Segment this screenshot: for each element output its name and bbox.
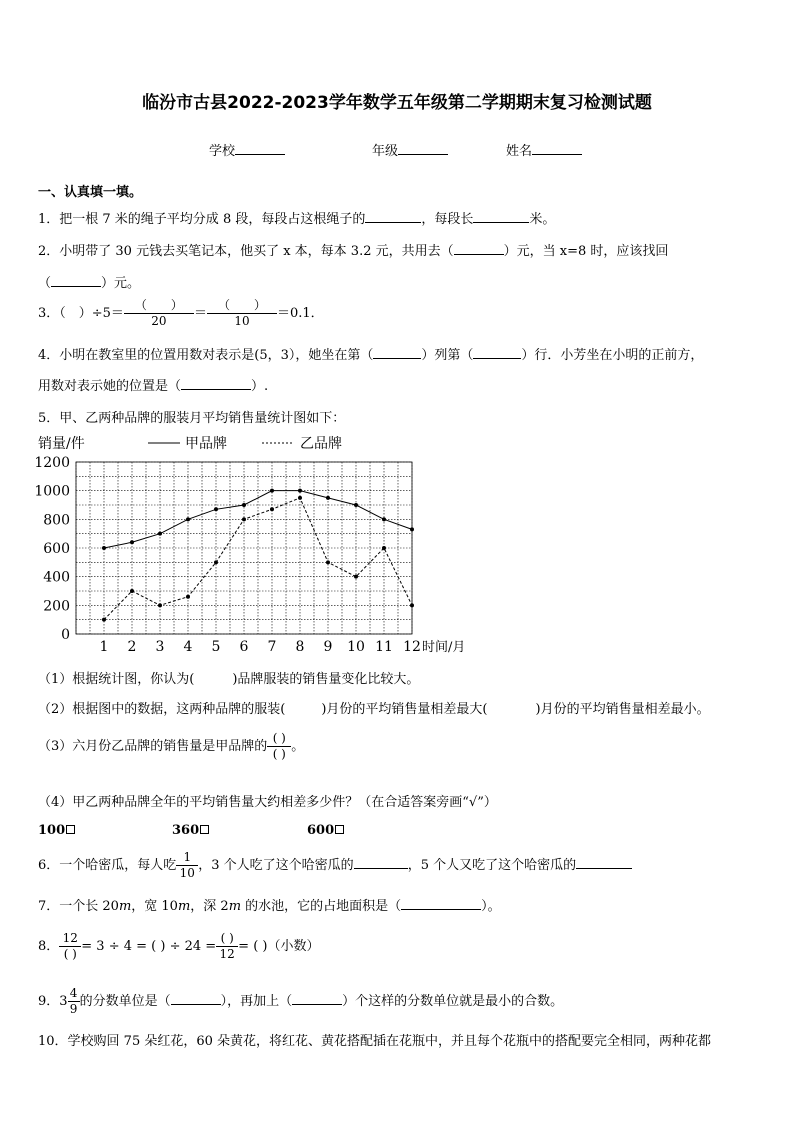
data-point <box>214 560 218 564</box>
data-point <box>354 575 358 579</box>
question-7: 7．一个长 20m，宽 10m，深 2m 的水池，它的占地面积是（ ）。 <box>38 899 501 914</box>
legend-label: 甲品牌 <box>185 436 227 452</box>
data-point <box>326 560 330 564</box>
data-point <box>326 496 330 500</box>
section-heading: 一、认真填一填。 <box>38 185 143 200</box>
question-5-3: （3）六月份乙品牌的销售量是甲品牌的 $\frac{( )}{( )}$ 。 <box>38 731 305 761</box>
data-point <box>102 546 106 550</box>
question-6: 6．一个哈密瓜，每人吃 $\frac{1}{10}$ ，3 个人吃了这个哈密瓜的 ，5 个人又吃了这个哈密瓜的 <box>38 850 632 881</box>
data-point <box>410 603 414 607</box>
x-tick-label: 12 <box>403 639 421 655</box>
question-1: 1．把一根 7 米的绳子平均分成 8 段，每段占这根绳子的 ，每段长 米。 <box>38 212 556 227</box>
question-4: 4．小明在教室里的位置用数对表示是(5，3），她坐在第（ ）列第（ ）行．小芳坐在小明的正前方， <box>38 348 704 363</box>
checkbox-icon[interactable] <box>200 825 209 834</box>
sales-line-chart <box>30 428 470 658</box>
option-600[interactable]: 600 <box>307 823 344 838</box>
x-tick-label: 7 <box>267 639 277 655</box>
y-tick-label: 600 <box>43 541 70 557</box>
data-point <box>382 517 386 521</box>
data-point <box>102 618 106 622</box>
data-point <box>382 546 386 550</box>
question-10: 10．学校购回 75 朵红花，60 朵黄花，将红花、黄花搭配插在花瓶中，并且每个花瓶中的搭配要完全相同，两种花都 <box>38 1034 712 1049</box>
data-point <box>298 489 302 493</box>
data-point <box>270 489 274 493</box>
question-5: 5．甲、乙两种品牌的服装月平均销售量统计图如下： <box>38 411 346 426</box>
name-field[interactable]: 姓名 <box>506 140 582 159</box>
checkbox-icon[interactable] <box>66 825 75 834</box>
question-2: 2．小明带了 30 元钱去买笔记本，他买了 x 本，每本 3.2 元，共用去（ ）元，当 x=8 时，应该找回 <box>38 244 669 259</box>
data-point <box>186 517 190 521</box>
data-point <box>186 595 190 599</box>
x-tick-label: 1 <box>99 639 109 655</box>
x-axis-label: 时间/月 <box>422 640 466 655</box>
question-3: 3．（ ）÷5＝ $\frac{( )}{20}$ ＝ $\frac{( )}{10}$ ＝0.1． <box>38 298 324 328</box>
data-point <box>298 496 302 500</box>
question-5-1: （1）根据统计图，你认为( )品牌服装的销售量变化比较大。 <box>38 672 420 687</box>
data-point <box>242 503 246 507</box>
question-9: 9．3 $\frac{4}{9}$ 的分数单位是（ ），再加上（ ）个这样的分数单位就是最小的合数。 <box>38 986 564 1016</box>
y-tick-label: 400 <box>43 569 70 586</box>
option-100[interactable]: 100 <box>38 823 75 838</box>
y-tick-label: 1000 <box>34 483 70 500</box>
page-title: 临汾市古县2022-2023学年数学五年级第二学期期末复习检测试题 <box>142 93 652 113</box>
x-tick-label: 5 <box>211 639 221 655</box>
data-point <box>158 532 162 536</box>
x-tick-label: 9 <box>323 639 333 655</box>
y-tick-label: 200 <box>43 598 70 615</box>
y-tick-label: 0 <box>61 627 70 643</box>
x-tick-label: 10 <box>347 639 365 655</box>
question-2-cont: （ ）元。 <box>38 276 141 291</box>
data-point <box>158 603 162 607</box>
legend-label: 乙品牌 <box>300 436 342 452</box>
question-8: 8． $\frac{12}{( )}$ = 3 ÷ 4 = ( ) ÷ 24 = $\frac{( )}{12}$ = ( )（小数） <box>38 931 320 961</box>
grade-field[interactable]: 年级 <box>372 140 448 159</box>
y-tick-label: 1200 <box>34 455 70 471</box>
data-point <box>214 507 218 511</box>
x-tick-label: 11 <box>375 639 393 655</box>
x-tick-label: 6 <box>239 639 249 655</box>
y-tick-label: 800 <box>43 512 70 529</box>
data-point <box>354 503 358 507</box>
x-tick-label: 8 <box>295 639 305 655</box>
question-4-cont: 用数对表示她的位置是（ ）. <box>38 379 269 394</box>
option-360[interactable]: 360 <box>172 823 209 838</box>
data-point <box>242 517 246 521</box>
data-point <box>130 540 134 544</box>
data-point <box>130 589 134 593</box>
y-axis-label: 销量/件 <box>38 436 85 452</box>
school-field[interactable]: 学校 <box>209 140 285 159</box>
question-5-2: （2）根据图中的数据，这两种品牌的服装( )月份的平均销售量相差最大( )月份的平均销售量相差最小。 <box>38 702 710 717</box>
x-tick-label: 3 <box>155 639 165 655</box>
x-tick-label: 4 <box>183 639 193 655</box>
checkbox-icon[interactable] <box>335 825 344 834</box>
data-point <box>270 507 274 511</box>
data-point <box>410 527 414 531</box>
x-tick-label: 2 <box>127 639 137 655</box>
question-5-4: （4）甲乙两种品牌全年的平均销售量大约相差多少件？（在合适答案旁画“√”） <box>38 795 497 810</box>
